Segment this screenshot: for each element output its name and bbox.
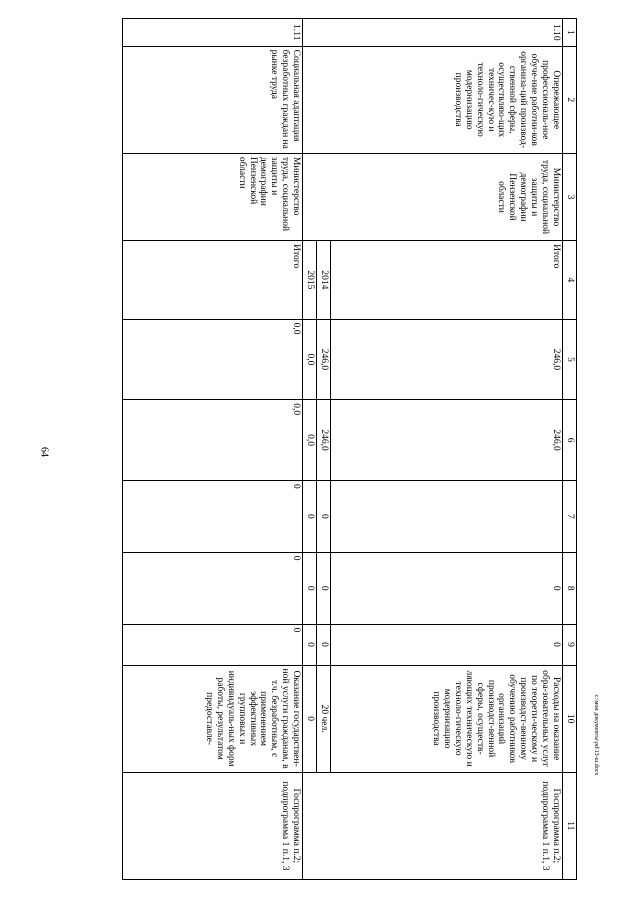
page-number: 64 [38,447,50,457]
header-cell: 1 [563,19,577,47]
cell-value: 0 [317,552,331,624]
cell-value: 0 [331,552,563,624]
cell-value: 0 [303,552,317,624]
header-cell: 10 [563,665,577,772]
sub-label: Итого [331,241,563,319]
cell-value: 0 [317,480,331,552]
cell-value: 246,0 [317,319,331,400]
rotated-table-wrapper [84,18,577,880]
program-table [122,18,577,880]
row-name: Социальная адаптация безработных граждан на рынке труда [123,46,303,153]
row-executor: Министерство труда, социальной защиты и демографии Пензенской области [123,153,303,240]
row-number: 1.10 [303,19,563,47]
sub-label: Итого [123,241,303,319]
table-row [123,19,303,880]
header-cell: 7 [563,480,577,552]
header-cell: 2 [563,46,577,153]
program-ref: Госпрограмма п.2; подпрограмма 1 п.1, 3 [123,772,303,879]
cell-value [331,480,563,552]
cell-value: 0 [303,624,317,665]
cell-value: 0,0 [303,400,317,481]
sub-label: 2015 [303,241,317,319]
header-cell: 9 [563,624,577,665]
header-cell: 4 [563,241,577,319]
header-cell: 5 [563,319,577,400]
indicator-value: 20 чел. [317,665,331,772]
row-number: 1.11 [123,19,303,47]
table-row [331,19,563,880]
cell-value: 0 [123,552,303,624]
footer-path: c:\мои документы\pd\13-ш.docx [593,694,599,776]
cell-value: 0 [317,624,331,665]
indicator-text: Оказание государствен-ной услуги гражданам, в т.ч. безработным, с применением эффективных групповых и индивидуаль-ных форм работы, результатом предоставле- [123,665,303,772]
row-name: Опережающее профессиональ-ное обуче-ние работни-ков организа-ций производ-ственной сферы, осуществляю-щих техничес-кую и техноло-гическую модернизацию производства [303,46,563,153]
cell-value: 0 [331,624,563,665]
header-cell: 6 [563,400,577,481]
header-cell: 3 [563,153,577,240]
sub-label: 2014 [317,241,331,319]
indicator-text: Расходы на оказание обра-зовательных услуг по теорети-ческому и производст-венному обучению работников организаций производст-венной сферы, осуществ-ляющих техническую и техноло-гическую модернизацию производства [331,665,563,772]
cell-value: 246,0 [331,319,563,400]
cell-value: 0 [123,624,303,665]
cell-value: 0,0 [303,319,317,400]
cell-value: 246,0 [331,400,563,481]
cell-value: 0,0 [123,400,303,481]
cell-value: 0 [123,480,303,552]
cell-value: 0 [303,480,317,552]
indicator-value: 0 [303,665,317,772]
header-cell: 8 [563,552,577,624]
row-executor: Министерство труда, социальной защиты и демографии Пензенской области [303,153,563,240]
cell-value: 246,0 [317,400,331,481]
header-cell: 11 [563,772,577,879]
cell-value: 0,0 [123,319,303,400]
program-ref: Госпрограмма п.2; подпрограмма 1 п.1, 3 [303,772,563,879]
header-row [563,19,577,880]
